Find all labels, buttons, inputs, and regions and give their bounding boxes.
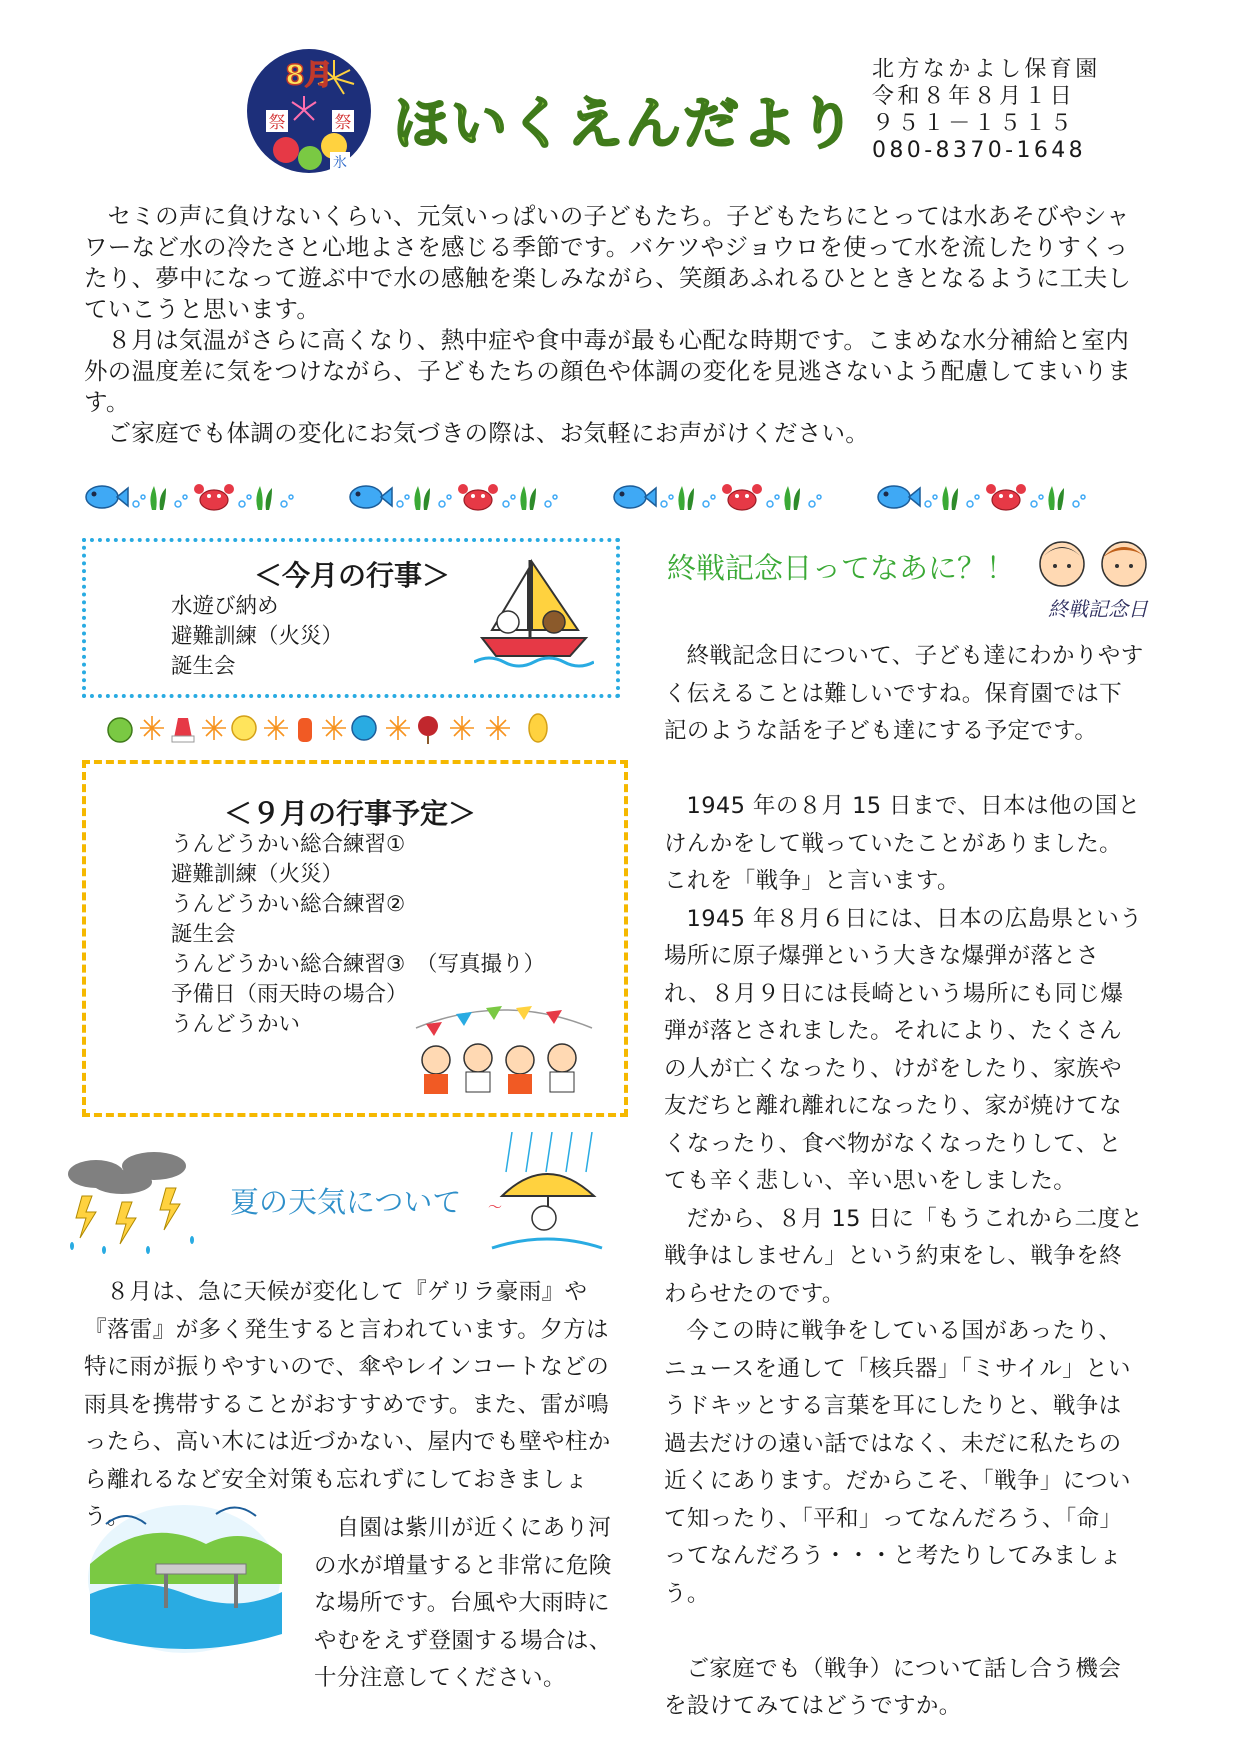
memorial-paragraph: だから、８月 15 日に「もうこれから二度と戦争はしません」という約束をし、戦争を終わらせたのです。 [664,1205,1144,1307]
school-info [872,56,1101,164]
sea-decoration-row [84,480,1150,514]
svg-text:祭: 祭 [334,113,352,133]
intro-text [84,201,1144,449]
phone-number: ９５１－１５１５ [872,111,1076,136]
thunderstorm-cloud-icon [62,1150,210,1260]
memorial-paragraph: 1945 年８月６日には、日本の広島県という場所に原子爆弾という大きな爆弾が落とされ、８月９日には長崎という場所にも同じ爆弾が落とされました。それにより、たくさんの人が亡くなったり、けがをしたり、家族や友だちと離れ離れになったり、家が焼けてなくなったり、食べ物がなくなったりして、とても辛く悲しい、辛い思いをしました。 [664,905,1143,1194]
memorial-paragraph: 今この時に戦争をしている国があったり、ニュースを通して「核兵器」「ミサイル」というドキッとする言葉を耳にしたりと、戦争は過去だけの遠い話ではなく、未だに私たちの近くにあります。だからこそ、「戦争」について知ったり、「平和」ってなんだろう、「命」ってなんだろう・・・と考たりしてみましょう。 [664,1318,1131,1607]
weather-heading: 夏の天気について [230,1185,462,1219]
logo-month: 8月 [285,58,333,91]
next-month-events-title: ＜９月の行事予定＞ [224,797,477,830]
memorial-paragraph: ご家庭でも（戦争）について話し合う機会を設けてみてはどうですか。 [664,1655,1122,1719]
list-item: うんどうかい総合練習③ （写真撮り） [171,952,546,977]
flooding-river-illustration [86,1504,282,1654]
intro-paragraph: ご家庭でも体調の変化にお気づきの際は、お気軽にお声がけください。 [107,419,870,447]
splash-sound-text: 〜 [488,1200,502,1216]
rain-umbrella-child-illustration [482,1132,612,1258]
list-item: うんどうかい総合練習② [171,892,406,917]
svg-text:祭: 祭 [268,113,286,133]
this-month-events-box [82,538,620,698]
weather-paragraph: ８月は、急に天候が変化して『ゲリラ豪雨』や『落雷』が多く発生すると言われています。夕方は特に雨が振りやすいので、傘やレインコートなどの雨具を携帯することがおすすめです。また、雷が鳴ったら、高い木には近づかない、屋内でも壁や柱から離れるなど安全対策も忘れずにしておきましょう。 [84,1279,611,1530]
list-item: うんどうかい [171,1012,301,1037]
issue-date: 令和８年８月１日 [872,84,1076,109]
list-item: 誕生会 [171,922,236,947]
festival-decoration-row [106,712,586,746]
next-month-events-box [82,760,628,1117]
intro-paragraph: ８月は気温がさらに高くなり、熱中症や食中毒が最も心配な時期です。こまめな水分補給と室内外の温度差に気をつけながら、子どもたちの顔色や体調の変化を見逃さないよう配慮してまいります。 [84,326,1132,416]
list-item: 誕生会 [171,654,236,679]
intro-paragraph: セミの声に負けないくらい、元気いっぱいの子どもたち。子どもたちにとっては水あそびやシャワーなど水の冷たさと心地よさを感じる季節です。バケツやジョウロを使って水を流したりすくったり、夢中になって遊ぶ中で水の感触を楽しみながら、笑顔あふれるひとときとなるように工夫していこうと思います。 [84,202,1132,323]
sports-day-illustration [406,998,602,1098]
memorial-badge-text: 終戦記念日 [1048,597,1148,621]
memorial-text [664,638,1144,1726]
memorial-day-children-illustration [1028,534,1168,626]
svg-text:氷: 氷 [333,155,347,171]
this-month-events-title: ＜今月の行事＞ [254,559,451,592]
this-month-events-list [171,592,343,682]
august-festival-logo [246,48,372,174]
list-item: 避難訓練（火災） [171,624,344,649]
list-item: 避難訓練（火災） [171,862,344,887]
river-warning-text [314,1510,620,1698]
school-name: 北方なかよし保育園 [872,57,1101,82]
memorial-paragraph: 1945 年の８月 15 日まで、日本は他の国とけんかをして戦っていたことがありました。これを「戦争」と言います。 [664,793,1141,894]
list-item: 水遊び納め [171,594,279,619]
list-item: うんどうかい総合練習① [171,832,406,857]
weather-text [84,1274,620,1537]
memorial-heading: 終戦記念日ってなあに？！ [667,551,1016,585]
river-warning-paragraph: 自園は紫川が近くにあり河の水が増量すると非常に危険な場所です。台風や大雨時にやむをえず登園する場合は、十分注意してください。 [314,1515,612,1691]
mobile-number: 080-8370-1648 [872,138,1087,163]
newsletter-title: ほいくえんだより [393,92,857,157]
sailboat-illustration [474,550,594,668]
fish-crab-seaweed-border [84,480,1150,514]
memorial-paragraph: 終戦記念日について、子ども達にわかりやすく伝えることは難しいですね。保育園では下記のような話を子ども達にする予定です。 [664,643,1144,744]
list-item: 予備日（雨天時の場合） [171,982,408,1007]
